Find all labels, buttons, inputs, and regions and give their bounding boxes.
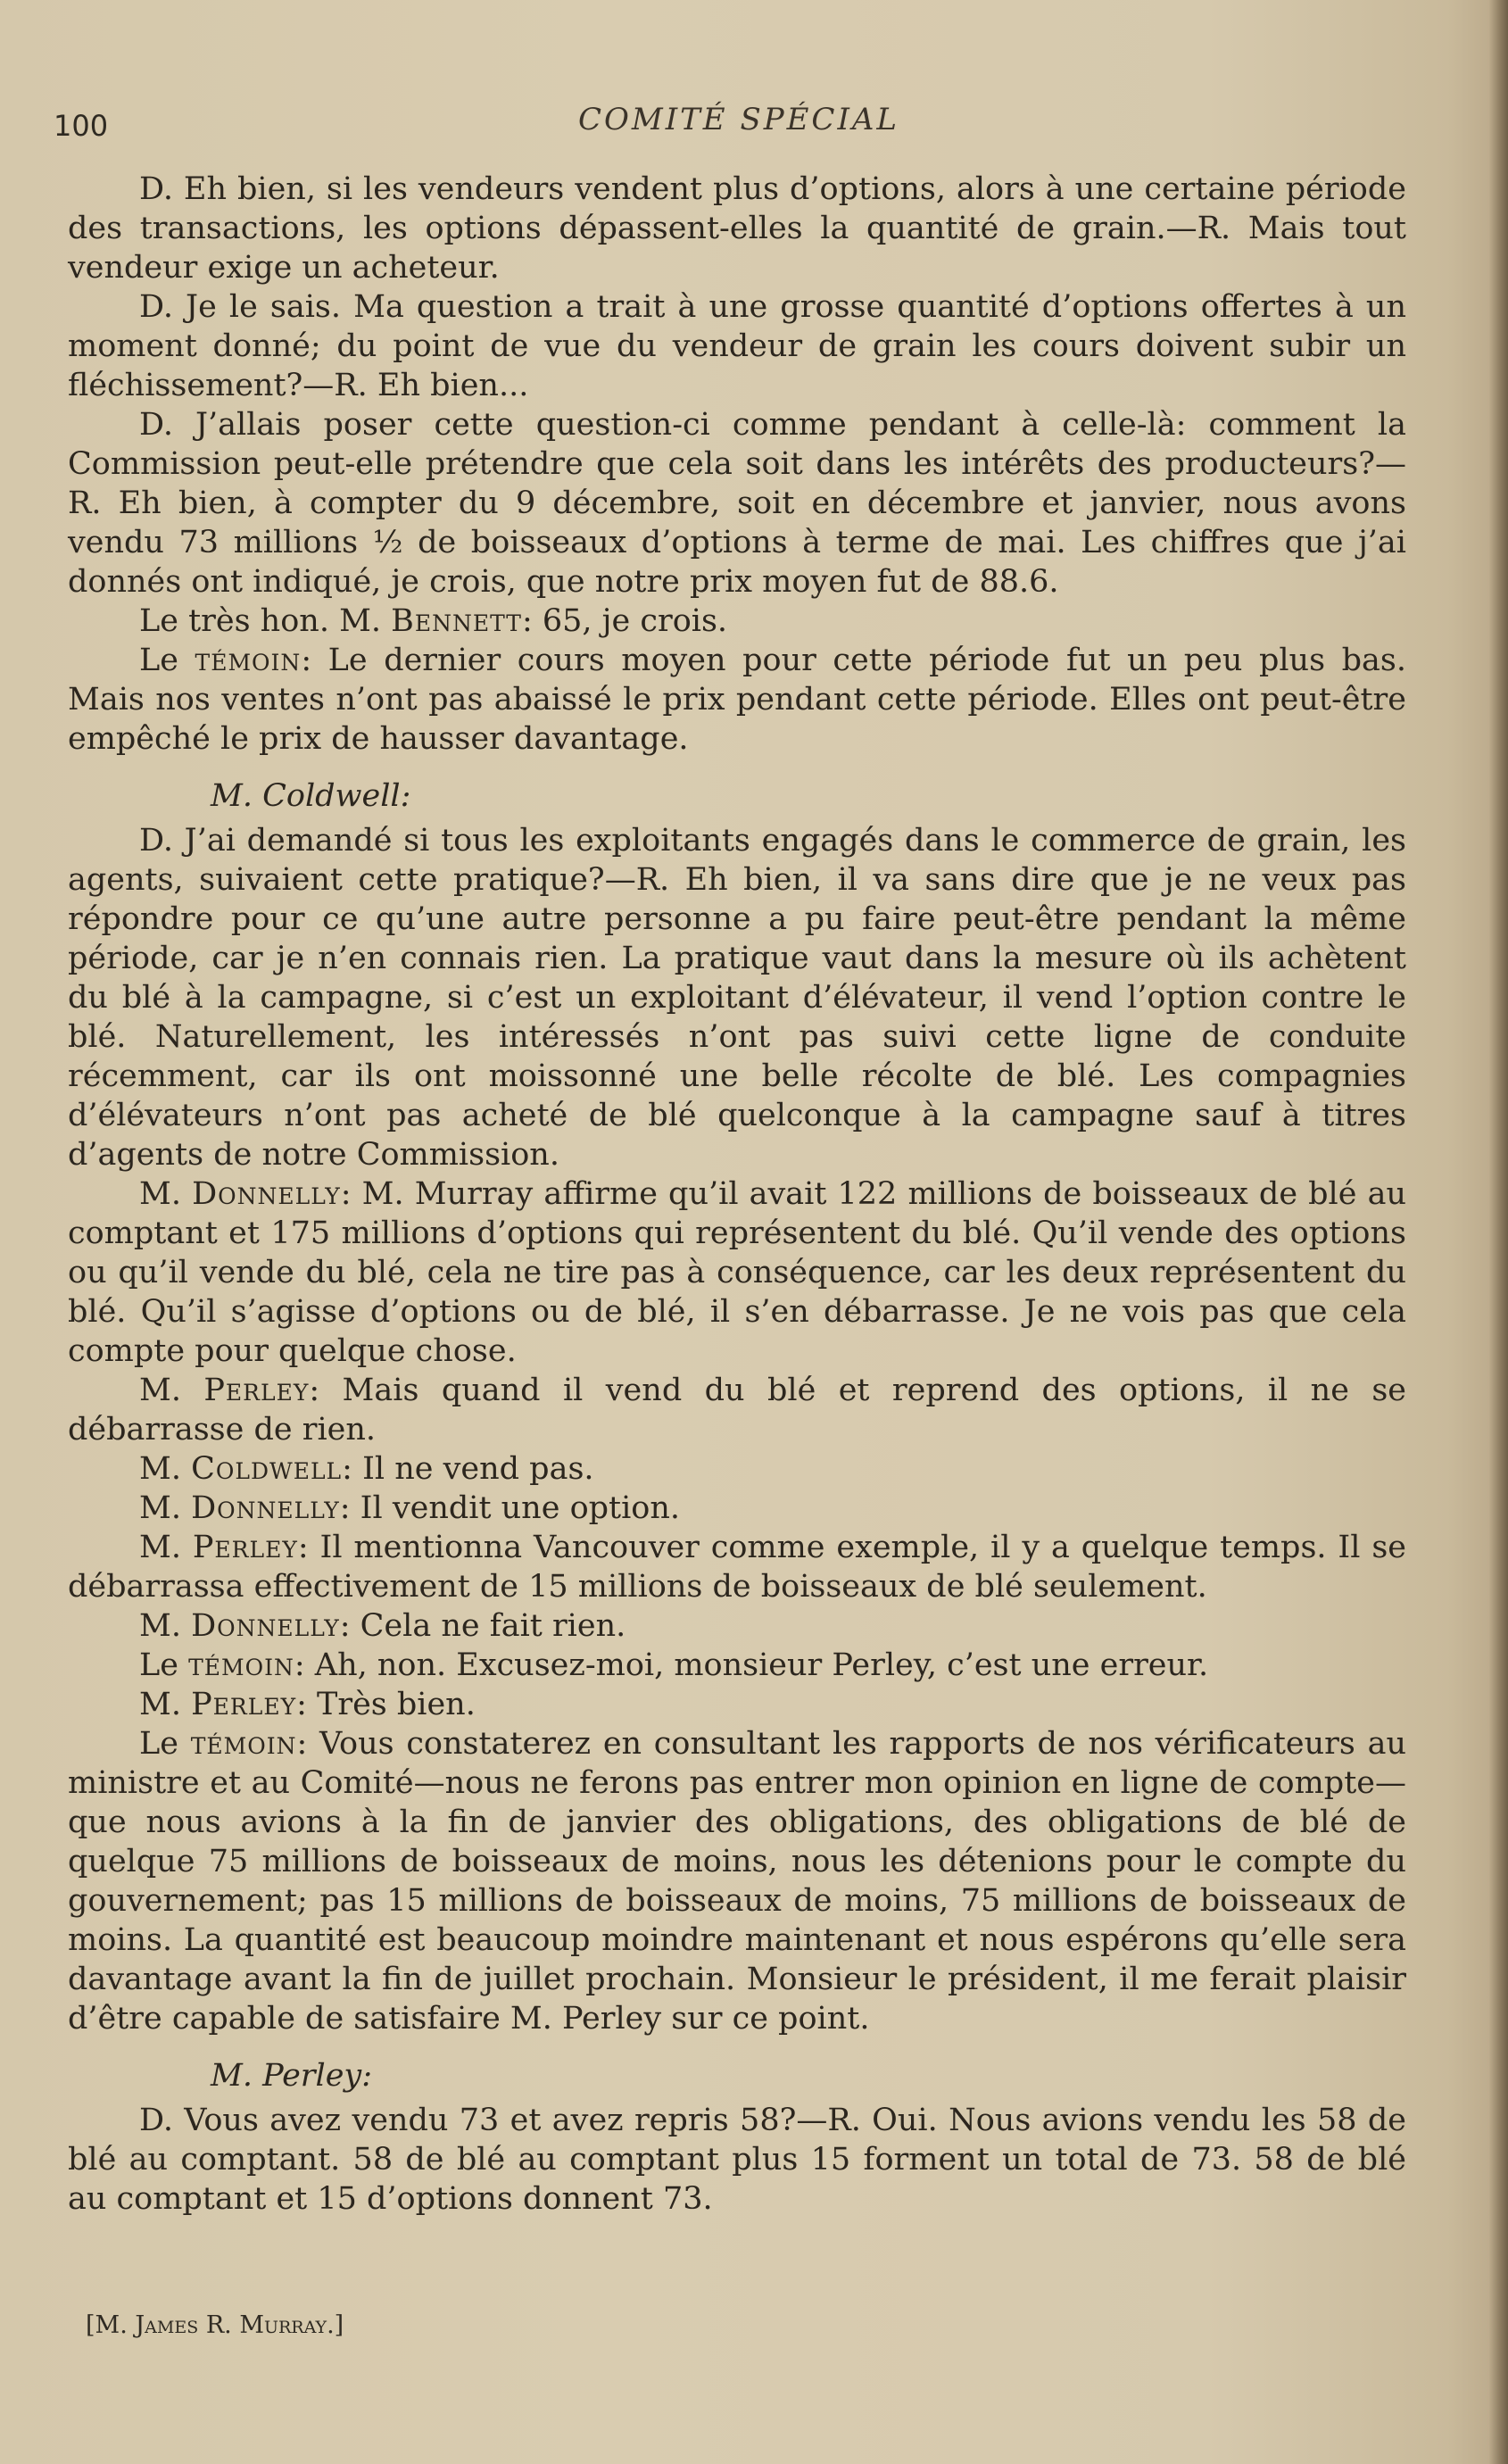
speaker-lead: M. bbox=[139, 1490, 192, 1526]
paragraph-donnelly-1 bbox=[68, 1174, 1406, 1371]
paragraph-coldwell-1 bbox=[68, 1449, 1406, 1489]
paragraph-witness-1 bbox=[68, 641, 1406, 759]
paragraph-donnelly-2 bbox=[68, 1489, 1406, 1528]
speech-text: : Cela ne fait rien. bbox=[339, 1608, 626, 1644]
footnote-bracket-open: [ bbox=[86, 2311, 95, 2339]
speaker-name: témoin bbox=[188, 1647, 294, 1683]
speaker-name: Coldwell bbox=[191, 1451, 343, 1487]
page-body bbox=[68, 170, 1406, 2219]
paragraph-coldwell-q: D. J’ai demandé si tous les exploitants engagés dans le commerce de grain, les agents, suivaient cette pratique?—R. Eh bien, il va sans dire que je ne veux pas répondre pour ce qu’une autre personne a pu faire peut-être pendant la même période, car je n’en connais rien. La pratique vaut dans la mesure où ils achètent du blé à la campagne, si c’est un exploitant d’élévateur, il vend l’option contre le blé. Naturellement, les intéressés n’ont pas suivi cette ligne de conduite récemment, car ils ont moissonné une belle récolte de blé. Les compagnies d’élévateurs n’ont pas acheté de blé quelconque à la campagne sauf à titres d’agents de notre Commission. bbox=[68, 823, 1406, 1173]
page-edge-shadow bbox=[1488, 0, 1508, 2464]
running-title: COMITÉ SPÉCIAL bbox=[578, 102, 900, 137]
paragraph-perley-q: D. Vous avez vendu 73 et avez repris 58?—R. Oui. Nous avions vendu les 58 de blé au comptant. 58 de blé au comptant plus 15 forment un total de 73. 58 de blé au comptant et 15 d’options donnent 73. bbox=[68, 2103, 1406, 2217]
paragraph-q1: D. Eh bien, si les vendeurs vendent plus d’options, alors à une certaine période des transactions, les options dépassent-elles la quantité de grain.—R. Mais tout vendeur exige un acheteur. bbox=[68, 171, 1406, 286]
speaker-lead: M. bbox=[139, 1176, 193, 1212]
section-heading-perley: M. Perley: bbox=[211, 2058, 372, 2094]
speaker-name: Perley bbox=[192, 1530, 298, 1565]
paragraph-witness-3 bbox=[68, 1724, 1406, 2038]
speech-text: : Le dernier cours moyen pour cette période fut un peu plus bas. Mais nos ventes n’ont pas abaissé le prix pendant cette période. Elles ont peut-être empêché le prix de hausser davantage. bbox=[68, 643, 1406, 757]
speech-text: : Très bien. bbox=[296, 1687, 476, 1722]
footnote-witness bbox=[86, 2311, 344, 2339]
speech-text: : Il ne vend pas. bbox=[342, 1451, 594, 1487]
speech-text: : Ah, non. Excusez-moi, monsieur Perley, c’est une erreur. bbox=[294, 1647, 1209, 1683]
speaker-name: Donnelly bbox=[191, 1608, 340, 1644]
speaker-lead: Le très hon. M. bbox=[139, 603, 392, 639]
speech-text: : 65, je crois. bbox=[521, 603, 728, 639]
speaker-lead: Le bbox=[139, 643, 195, 678]
speaker-name: Donnelly bbox=[191, 1490, 340, 1526]
paragraph-bennett bbox=[68, 601, 1406, 641]
footnote-bracket-close: ] bbox=[334, 2311, 344, 2339]
speaker-name: Perley bbox=[191, 1687, 297, 1722]
page-header bbox=[54, 96, 1446, 150]
footnote-name: M. James R. Murray. bbox=[95, 2311, 335, 2339]
paragraph-witness-2 bbox=[68, 1646, 1406, 1685]
page-number: 100 bbox=[54, 109, 109, 143]
speaker-lead: M. bbox=[139, 1687, 192, 1722]
paragraph-donnelly-3 bbox=[68, 1606, 1406, 1646]
speaker-lead: Le bbox=[139, 1647, 189, 1683]
section-heading-coldwell: M. Coldwell: bbox=[211, 778, 411, 814]
speaker-name: témoin bbox=[190, 1726, 297, 1762]
paragraph-perley-2 bbox=[68, 1528, 1406, 1606]
paragraph-q3: D. J’allais poser cette question-ci comme pendant à celle-là: comment la Commission peut-elle prétendre que cela soit dans les intérêts des producteurs?—R. Eh bien, à compter du 9 décembre, soit en décembre et janvier, nous avons vendu 73 millions ½ de boisseaux d’options à terme de mai. Les chiffres que j’ai donnés ont indiqué, je crois, que notre prix moyen fut de 88.6. bbox=[68, 407, 1406, 600]
speaker-lead: M. bbox=[139, 1451, 192, 1487]
paragraph-q2: D. Je le sais. Ma question a trait à une grosse quantité d’options offertes à un moment donné; du point de vue du vendeur de grain les cours doivent subir un fléchissement?—R. Eh bien... bbox=[68, 289, 1406, 403]
speech-text: : Il vendit une option. bbox=[339, 1490, 681, 1526]
paragraph-perley-1 bbox=[68, 1371, 1406, 1449]
speaker-name: Perley bbox=[203, 1373, 310, 1408]
speech-text: : M. Murray affirme qu’il avait 122 millions de boisseaux de blé au comptant et 175 millions d’options qui représentent du blé. Qu’il vende des options ou qu’il vende du blé, cela ne tire pas à conséquence, car les deux représentent du blé. Qu’il s’agisse d’options ou de blé, il s’en débarrasse. Je ne vois pas que cela compte pour quelque chose. bbox=[68, 1176, 1406, 1369]
speech-text: : Vous constaterez en consultant les rapports de nos vérificateurs au ministre et au Comité—nous ne ferons pas entrer mon opinion en ligne de compte—que nous avions à la fin de janvier des obligations, des obligations de blé de quelque 75 millions de boisseaux de moins, nous les détenions pour le compte du gouvernement; pas 15 millions de boisseaux de moins, 75 millions de boisseaux de moins. La quantité est beaucoup moindre maintenant et nous espérons qu’elle sera davantage avant la fin de juillet prochain. Monsieur le président, il me ferait plaisir d’être capable de satisfaire M. Perley sur ce point. bbox=[68, 1726, 1406, 2037]
speaker-lead: Le bbox=[139, 1726, 191, 1762]
speaker-name: Donnelly bbox=[192, 1176, 341, 1212]
speaker-name: témoin bbox=[195, 643, 302, 678]
speaker-lead: M. bbox=[139, 1373, 204, 1408]
speaker-lead: M. bbox=[139, 1608, 192, 1644]
speaker-lead: M. bbox=[139, 1530, 193, 1565]
speaker-name: Bennett bbox=[391, 603, 522, 639]
speech-text: : Il mentionna Vancouver comme exemple, il y a quelque temps. Il se débarrassa effectivement de 15 millions de boisseaux de blé seulement. bbox=[68, 1530, 1406, 1605]
speech-text: : Mais quand il vend du blé et reprend des options, il ne se débarrasse de rien. bbox=[68, 1373, 1406, 1448]
paragraph-perley-3 bbox=[68, 1685, 1406, 1724]
